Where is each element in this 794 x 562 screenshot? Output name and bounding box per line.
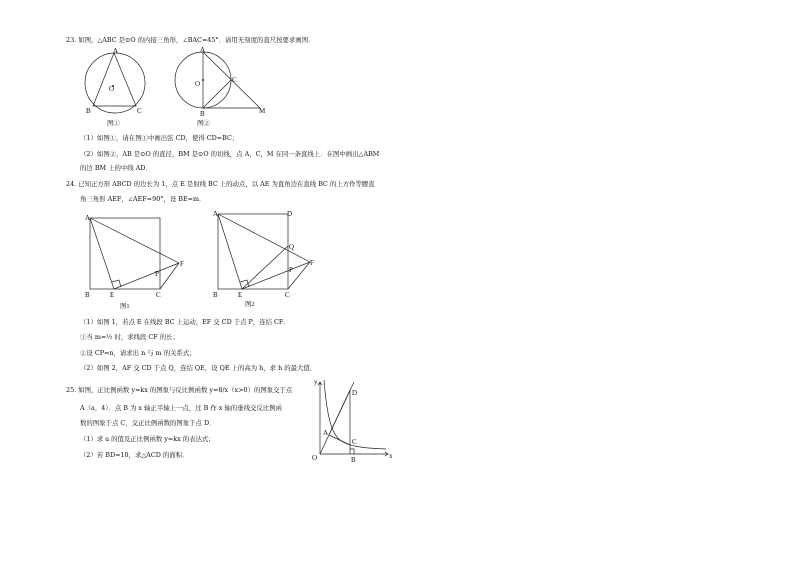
q25-label-x: x <box>389 452 393 460</box>
q23-f2-label-A: A <box>200 46 206 54</box>
q24-f1-label-B: B <box>85 291 90 299</box>
q25-stem-line2: A（a，4）．点 B 为 x 轴正半轴上一点，过 B 作 x 轴的垂线交反比例函 <box>80 404 282 412</box>
q25-label-C: C <box>352 438 357 446</box>
q24-figure-2 <box>210 206 320 310</box>
q24-f2-label-Q: Q <box>289 243 295 251</box>
q24-f1-label-C: C <box>156 291 161 299</box>
q23-part2-line1: （2）如图②，AB 是⊙O 的直径，BM 是⊙O 的切线，点 A，C，M 在同一条直线上．在图中画出△ABM <box>80 150 380 158</box>
q23-f2-label-O: O <box>195 80 201 88</box>
q25-stem-line1: 25. 如图，正比例函数 y=kx 的图象与反比例函数 y=8/x（x>0）的图象交于点 <box>66 386 293 394</box>
q24-f1-label-A: A <box>85 214 91 222</box>
q24-f2-label-A: A <box>213 210 219 218</box>
q23-part1: （1）如图①，请在图①中画出弦 CD，使得 CD=BC； <box>80 134 239 142</box>
q24-f2-label-B: B <box>213 291 218 299</box>
q25-stem-line3: 数的图象于点 C，交正比例函数的图象于点 D． <box>80 419 216 427</box>
q24-f2-label-C: C <box>285 291 290 299</box>
q24-sub2: ②设 CP=n，请求出 n 与 m 的关系式； <box>80 349 196 357</box>
q24-f2-label-E: E <box>238 291 243 299</box>
q23-f1-label-B: B <box>86 107 91 115</box>
q24-stem-line2: 角三角形 AEF，∠AEF=90°，设 BE=m． <box>80 195 206 203</box>
q24-f1-label-F: F <box>180 260 184 268</box>
q24-f2-label-F: F <box>310 259 314 267</box>
q24-fig2-caption: 图2 <box>245 301 255 308</box>
q24-sub1: ①当 m=½ 时，求线段 CF 的长； <box>80 333 179 341</box>
q23-figure-1 <box>80 46 152 126</box>
q25-label-y: y <box>314 378 318 386</box>
q25-figure <box>310 378 395 464</box>
q23-figure-2 <box>170 46 270 126</box>
q24-f1-label-E: E <box>110 291 115 299</box>
q25-part2: （2）若 BD=10，求△ACD 的面积． <box>80 451 189 459</box>
q25-label-B: B <box>351 456 356 464</box>
q23-f2-label-B: B <box>200 110 205 118</box>
q24-f2-label-P: P <box>289 266 293 274</box>
q23-fig2-caption: 图② <box>197 120 210 127</box>
q23-fig1-caption: 图① <box>107 120 120 127</box>
q24-f1-label-P: P <box>155 270 159 278</box>
q23-stem: 23. 如图，△ABC 是⊙O 的内接三角形，∠BAC=45°．请用无刻度的直尺按要求画图． <box>66 36 315 44</box>
q25-label-O: O <box>312 454 318 462</box>
q25-label-A: A <box>323 429 329 437</box>
q25-part1: （1）求 a 的值及正比例函数 y=kx 的表达式； <box>80 435 215 443</box>
q24-figure-1 <box>82 210 192 310</box>
q25-label-D: D <box>352 389 358 397</box>
q23-f2-label-M: M <box>259 107 266 115</box>
q23-part2-line2: 的边 BM 上的中线 AD． <box>80 164 152 172</box>
q24-part2: （2）如图 2，AF 交 CD 于点 Q，连结 QE，设 QE 上的高为 h，求 h 的最大值． <box>80 364 317 372</box>
q23-f1-label-O: O <box>109 85 115 93</box>
q23-f2-label-C: C <box>232 76 237 84</box>
q24-fig1-caption: 图1 <box>120 303 130 310</box>
q23-f1-label-C: C <box>137 107 142 115</box>
q23-f1-label-A: A <box>113 47 119 55</box>
q24-f2-label-D: D <box>287 210 293 218</box>
q24-part1: （1）如图 1，若点 E 在线段 BC 上运动，EF 交 CD 于点 P，连结 CF． <box>80 318 290 326</box>
q24-stem-line1: 24. 已知正方形 ABCD 的边长为 1，点 E 是射线 BC 上的动点，以 AE 为直角边在直线 BC 的上方作等腰直 <box>66 180 375 188</box>
